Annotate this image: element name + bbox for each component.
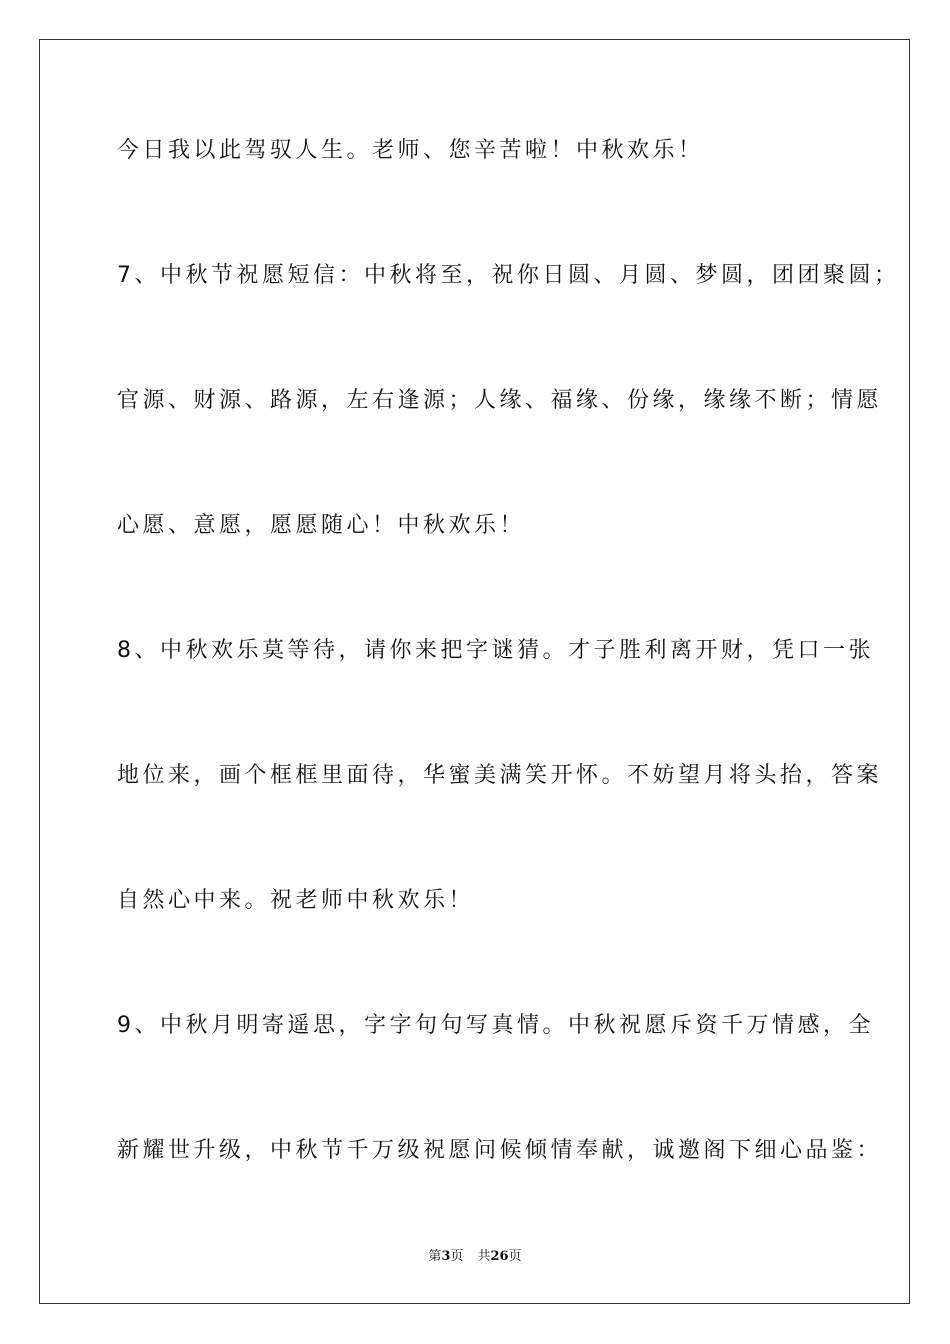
body-line-4: 心愿、意愿，愿愿随心！中秋欢乐！ <box>117 513 526 538</box>
body-line-6: 地位来，画个框框里面待，华蜜美满笑开怀。不妨望月将头抬，答案 <box>117 763 883 788</box>
total-prefix: 共 <box>477 1249 491 1264</box>
total-suffix: 页 <box>508 1249 522 1264</box>
page-footer <box>0 1248 950 1266</box>
body-line-2: 7、中秋节祝愿短信：中秋将至，祝你日圆、月圆、梦圆，团团聚圆； <box>117 263 900 288</box>
page-number: 3 <box>441 1249 451 1264</box>
body-line-5: 8、中秋欢乐莫等待，请你来把字谜猜。才子胜利离开财，凭口一张 <box>117 638 874 663</box>
page-prefix: 第 <box>428 1249 442 1264</box>
body-line-3: 官源、财源、路源，左右逢源；人缘、福缘、份缘，缘缘不断；情愿 <box>117 388 883 413</box>
body-line-1: 今日我以此驾驭人生。老师、您辛苦啦！中秋欢乐！ <box>117 138 704 163</box>
body-line-7: 自然心中来。祝老师中秋欢乐！ <box>117 888 475 913</box>
page-border <box>39 39 910 1304</box>
total-pages: 26 <box>490 1249 509 1264</box>
body-line-9: 新耀世升级，中秋节千万级祝愿问候倾情奉献，诚邀阁下细心品鉴： <box>117 1138 883 1163</box>
page-suffix: 页 <box>450 1249 464 1264</box>
body-line-8: 9、中秋月明寄遥思，字字句句写真情。中秋祝愿斥资千万情感，全 <box>117 1013 874 1038</box>
